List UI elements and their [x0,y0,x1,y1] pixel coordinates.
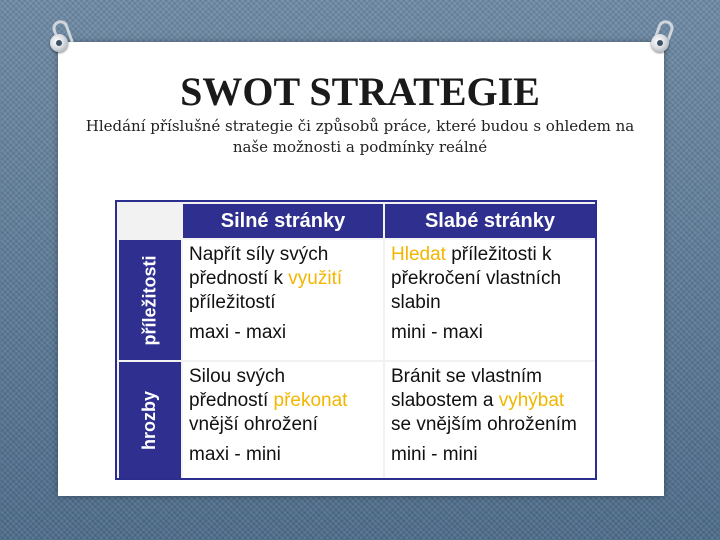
cell-text-line: slabin [391,292,441,313]
cell-weaknesses-threats [385,362,595,478]
cell-text-line: slabostem a [391,390,499,411]
highlight-word: překonat [273,390,348,411]
cell-text-line: Bránit se vlastním [391,366,542,387]
matrix-corner [117,202,181,238]
binder-hole-left-icon [50,34,68,52]
cell-text-line: předností k [189,268,289,289]
highlight-word: vyhýbat [498,390,565,411]
row-header-opportunities-label: příležitosti [139,254,160,346]
highlight-word: využití [288,268,343,289]
cell-text-line: Napřít síly svých [189,244,329,265]
strategy-label: mini - maxi [391,322,483,343]
column-header-weaknesses: Slabé stránky [385,204,595,238]
cell-text-line: překročení vlastních [391,268,562,289]
cell-strengths-opportunities [183,240,383,360]
strategy-label: maxi - maxi [189,322,287,343]
cell-text-line: příležitosti k [445,244,552,265]
cell-text-line: vnější ohrožení [189,414,318,435]
cell-strengths-threats [183,362,383,478]
highlight-word: Hledat [391,244,446,265]
cell-weaknesses-opportunities [385,240,595,360]
strategy-label: maxi - mini [189,444,281,465]
column-header-strengths: Silné stránky [183,204,383,238]
binder-hole-right-icon [651,34,669,52]
row-header-threats [119,362,181,478]
slide-title: SWOT STRATEGIE [180,69,540,114]
slide-subtitle: Hledání příslušné strategie či způsobů práce, které budou s ohledem na naše možnosti a podmínky reálné [85,117,635,156]
cell-text-line: předností [189,390,274,411]
row-header-opportunities [119,240,181,360]
swot-matrix [115,200,597,480]
cell-text-line: příležitostí [189,292,276,313]
row-header-threats-label: hrozby [139,390,160,450]
strategy-label: mini - mini [391,444,478,465]
cell-text-line: Silou svých [189,366,286,387]
cell-text-line: se vnějším ohrožením [391,414,577,435]
